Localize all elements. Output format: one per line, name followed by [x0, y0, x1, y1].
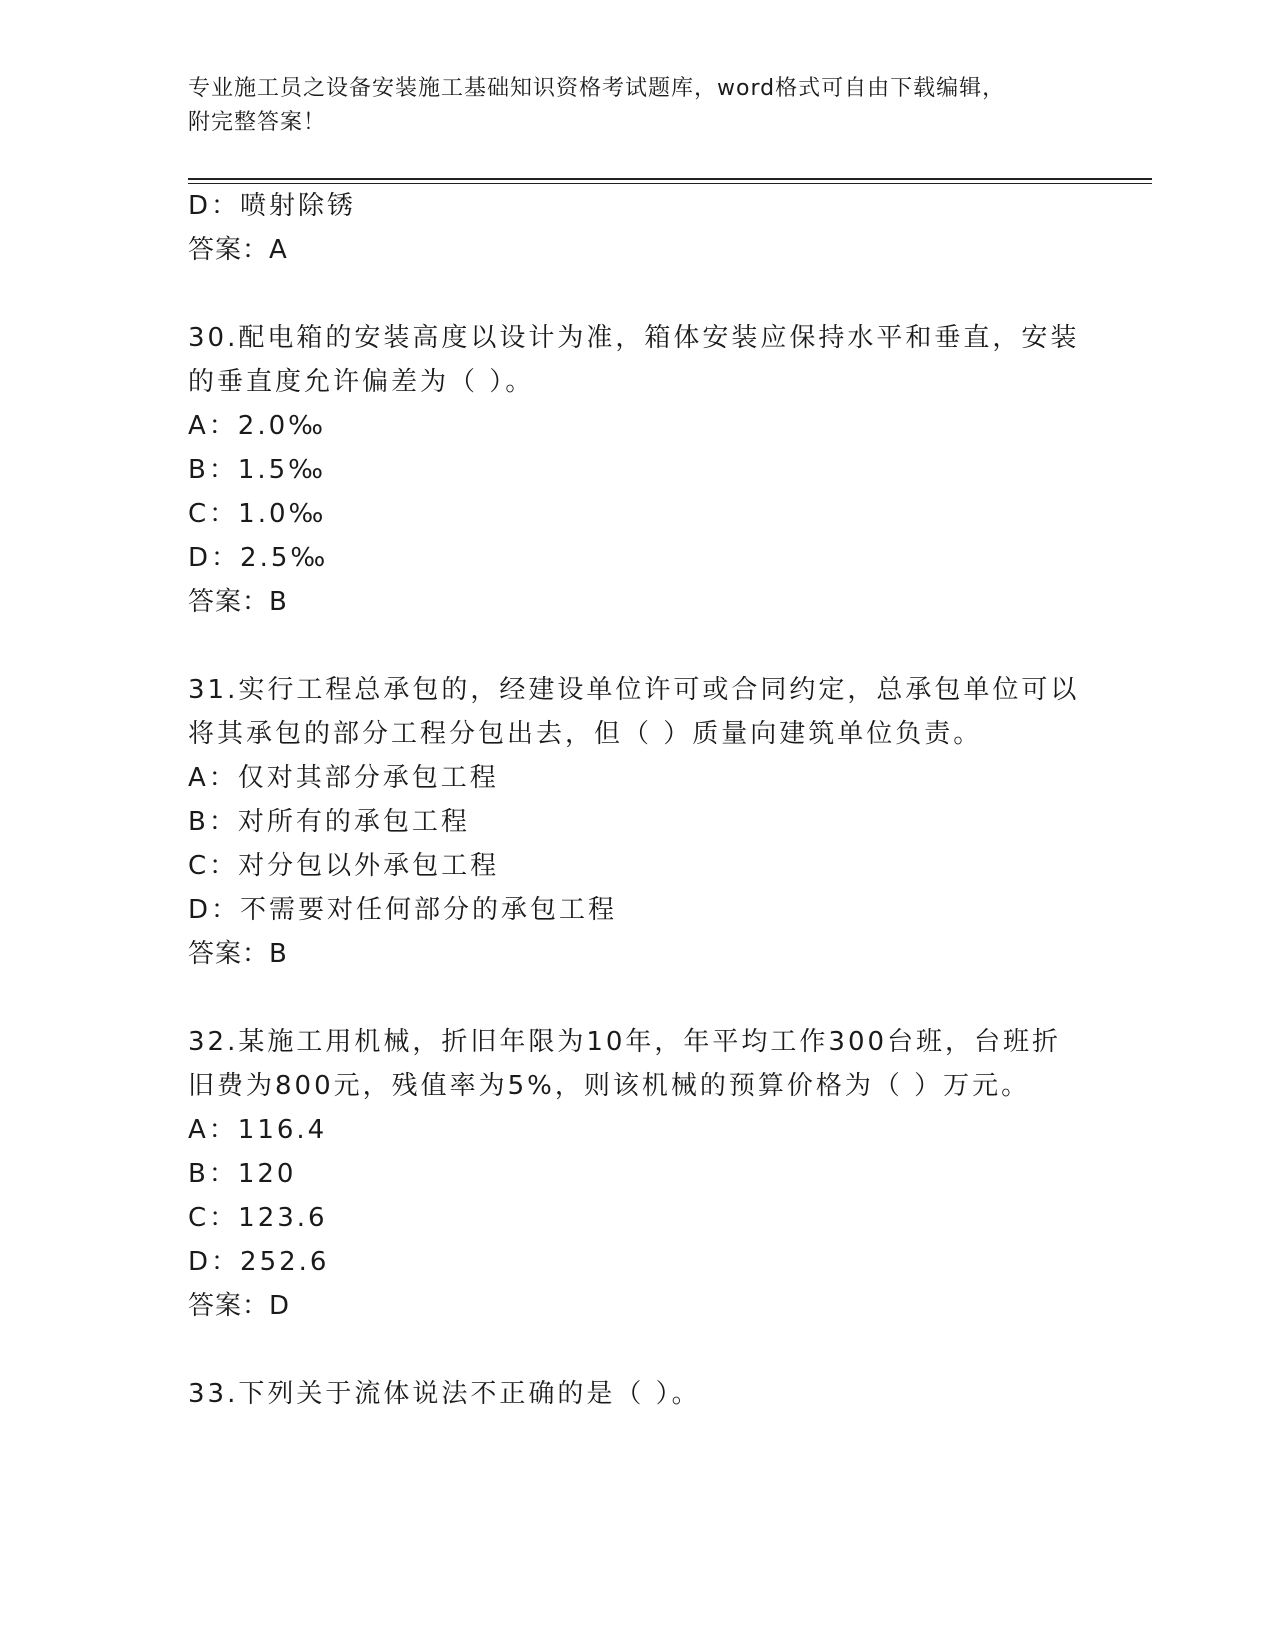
q32-option-a: A：116.4: [188, 1115, 328, 1145]
q30-text-line-2: 的垂直度允许偏差为（ ）。: [188, 367, 535, 397]
q30-option-d: D：2.5‰: [188, 543, 329, 573]
q30-text-line-1: 30.配电箱的安装高度以设计为准，箱体安装应保持水平和垂直，安装: [188, 323, 1080, 353]
q32-text-line-2: 旧费为800元，残值率为5%，则该机械的预算价格为（ ）万元。: [188, 1071, 1031, 1101]
q32-text-line-1: 32.某施工用机械，折旧年限为10年，年平均工作300台班，台班折: [188, 1027, 1062, 1057]
header-line-2: 附完整答案！: [188, 110, 327, 135]
q31-option-d: D：不需要对任何部分的承包工程: [188, 895, 618, 925]
q31-option-c: C：对分包以外承包工程: [188, 851, 500, 881]
q33-text-line-1: 33.下列关于流体说法不正确的是（ ）。: [188, 1379, 701, 1409]
q30-option-c: C：1.0‰: [188, 499, 327, 529]
q30-answer: 答案：B: [188, 587, 288, 617]
q32-option-c: C：123.6: [188, 1203, 328, 1233]
q31-answer: 答案：B: [188, 939, 288, 969]
q31-text-line-2: 将其承包的部分工程分包出去，但（ ）质量向建筑单位负责。: [188, 719, 983, 749]
header-line-1: 专业施工员之设备安装施工基础知识资格考试题库，word格式可自由下载编辑，: [188, 76, 1006, 101]
q30-option-b: B：1.5‰: [188, 455, 327, 485]
q32-answer: 答案：D: [188, 1291, 291, 1321]
q32-option-b: B：120: [188, 1159, 297, 1189]
q30-option-a: A：2.0‰: [188, 411, 327, 441]
page-header: [188, 72, 1088, 140]
prev-answer: 答案：A: [188, 235, 288, 265]
header-divider-thick: [188, 178, 1152, 180]
prev-option-d: D：喷射除锈: [188, 191, 357, 221]
header-divider-thin: [188, 183, 1152, 184]
q31-option-b: B：对所有的承包工程: [188, 807, 470, 837]
q32-option-d: D：252.6: [188, 1247, 330, 1277]
q31-text-line-1: 31.实行工程总承包的，经建设单位许可或合同约定，总承包单位可以: [188, 675, 1080, 705]
q31-option-a: A：仅对其部分承包工程: [188, 763, 499, 793]
